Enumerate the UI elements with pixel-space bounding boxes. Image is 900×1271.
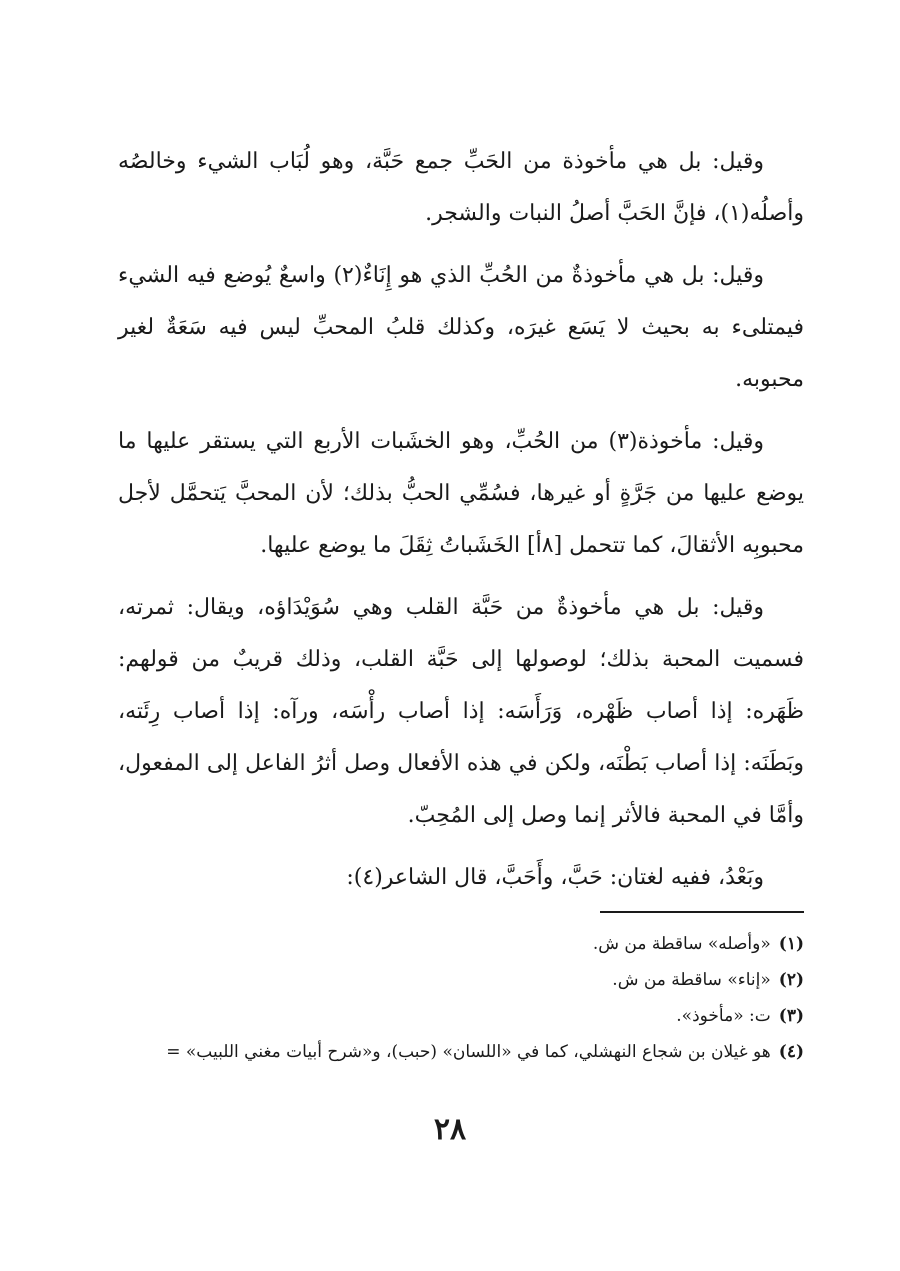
footnote-text: «وأصله» ساقطة من ش. bbox=[592, 934, 771, 954]
footnote-text: «إناء» ساقطة من ش. bbox=[612, 970, 771, 990]
paragraph-1: وقيل: بل هي مأخوذة من الحَبِّ جمع حَبَّة، وهو لُبَاب الشيء وخالصُه وأصلُه(١)، فإنَّ الحَبَّ أصلُ النبات والشجر. bbox=[118, 149, 804, 226]
footnote-3 bbox=[90, 998, 804, 1034]
paragraph-4: وقيل: بل هي مأخوذةٌ من حَبَّة القلب وهي سُوَيْدَاؤه، ويقال: ثمرته، فسميت المحبة بذلك؛ لوصولها إلى حَبَّة القلب، وذلك قريبٌ من قولهم: ظَهَره: إذا أصاب ظَهْره، وَرَأَسَه: إذا أصاب رأْسَه، ورآه: إذا أصاب رِئَته، وبَطَنَه: إذا أصاب بَطْنَه، ولكن في هذه الأفعال وصل أثرُ الفاعل إلى المفعول، وأمَّا في المحبة فالأثر إنما وصل إلى المُحِبّ. bbox=[118, 595, 804, 828]
footnote-1 bbox=[90, 926, 804, 962]
paragraph-3: وقيل: مأخوذة(٣) من الحُبِّ، وهو الخشَبات الأربع التي يستقر عليها ما يوضع عليها من جَرَّةٍ أو غيرها، فسُمِّي الحبُّ بذلك؛ لأن المحبَّ يَتحمَّل لأجل محبوبِه الأثقالَ، كما تتحمل [٨أ] الخَشَباتُ ثِقَلَ ما يوضع عليها. bbox=[118, 429, 804, 558]
footnote-number: (٤) bbox=[778, 1042, 804, 1062]
footnotes bbox=[90, 926, 804, 1070]
footnote-separator bbox=[600, 911, 804, 913]
footnote-4 bbox=[90, 1034, 804, 1070]
footnote-number: (٢) bbox=[778, 970, 804, 990]
paragraph-5: وبَعْدُ، ففيه لغتان: حَبَّ، وأَحَبَّ، قال الشاعر(٤): bbox=[346, 865, 764, 890]
main-text bbox=[118, 136, 804, 914]
footnote-text: ت: «مأخوذ». bbox=[676, 1006, 771, 1026]
page-number: ٢٨ bbox=[433, 1112, 467, 1147]
paragraph-2: وقيل: بل هي مأخوذةٌ من الحُبِّ الذي هو إِنَاءٌ(٢) واسعٌ يُوضع فيه الشيء فيمتلىء به بحيث لا يَسَع غيرَه، وكذلك قلبُ المحبِّ ليس فيه سَعَةٌ لغير محبوبه. bbox=[118, 263, 804, 392]
footnote-number: (١) bbox=[778, 934, 804, 954]
footnote-2 bbox=[90, 962, 804, 998]
footnote-text: هو غيلان بن شجاع النهشلي، كما في «اللسان» (حبب)، و«شرح أبيات مغني اللبيب» = bbox=[166, 1042, 771, 1062]
footnote-number: (٣) bbox=[778, 1006, 804, 1026]
